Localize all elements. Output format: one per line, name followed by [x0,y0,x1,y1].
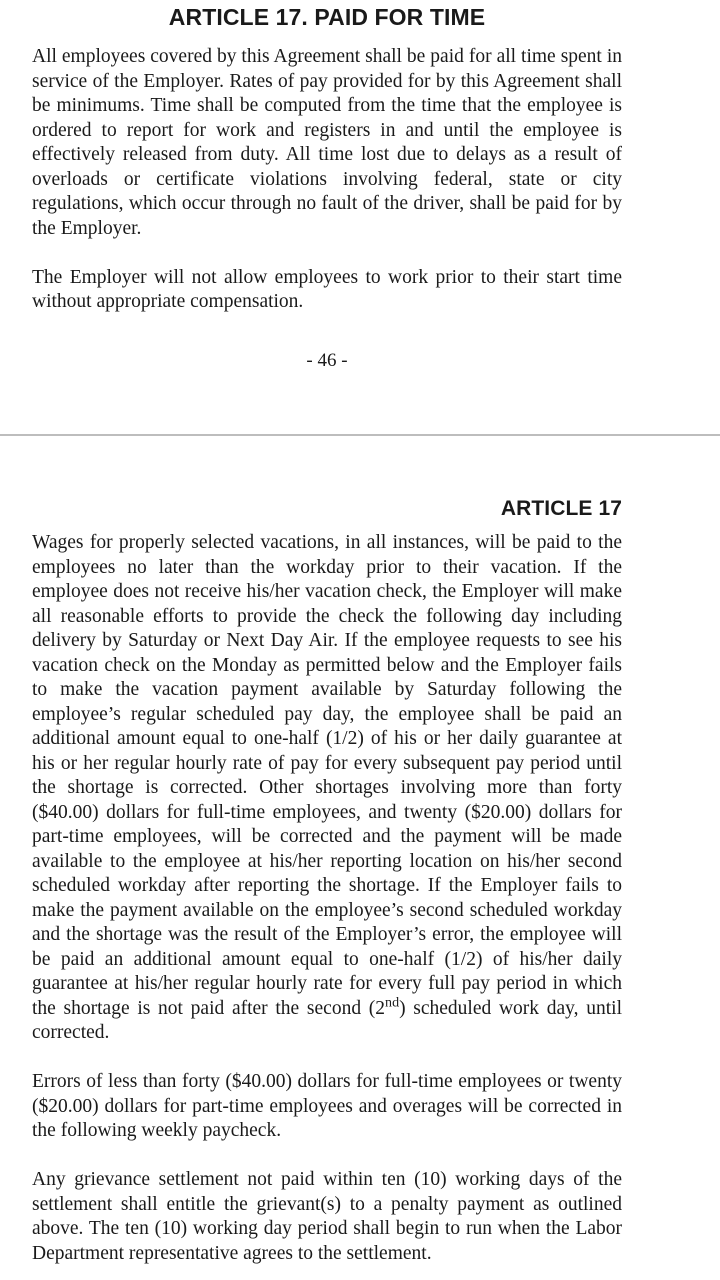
page-number: - 46 - [306,350,348,371]
paragraph-start-time-compensation: The Employer will not allow employees to work prior to their start time without appropriate compensation. [32,266,622,312]
paragraph-paid-for-all-time: All employees covered by this Agreement shall be paid for all time spent in service of the Employer. Rates of pay provided for by this Agreement shall be minimums. Time shall be computed from the time that the employee is ordered to report for work and registers in and until the employee is effectively released from duty. All time lost due to delays as a result of overloads or certificate violations involving federal, state or city regulations, which occur through no fault of the driver, shall be paid for by the Employer. [32,46,622,239]
paragraph-vacation-wages-end: ) scheduled work day, until corrected. [32,997,623,1043]
paragraph-vacation-wages-text: Wages for properly selected vacations, in all instances, will be paid to the employees no later than the workday prior to their vacation. If the employee does not receive his/her vacation check, the Employer will make all reasonable efforts to provide the check the following day including delivery by Saturday or Next Day Air. If the employee requests to see his vacation check on the Monday as permitted below and the Employer fails to make the vacation payment available by Saturday following the employee’s regular scheduled pay day, the employee shall be paid an additional amount equal to one-half (1/2) of his or her daily guarantee at his or her regular hourly rate of pay for every subsequent pay period until the shortage is corrected. Other shortages involving more than forty ($40.00) dollars for full-time employees, and twenty ($20.00) dollars for part-time employees, will be corrected and the payment will be made available to the employee at his/her reporting location on his/her second scheduled workday after reporting the shortage. If the Employer fails to make the payment available on the employee’s second scheduled workday and the shortage was the result of the Employer’s error, the employee will be paid an additional amount equal to one-half (1/2) of his/her daily guarantee at his/her regular hourly rate for every full pay period in which the shortage is not paid after the second (2 [32,532,622,1019]
running-header: ARTICLE 17 [500,497,622,520]
page-47 [0,436,720,1280]
paragraph-grievance-settlement: Any grievance settlement not paid within ten (10) working days of the settlement shall entitle the grievant(s) to a penalty payment as outlined above. The ten (10) working day period shall begin to run when the Labor Department representative agrees to the settlement. [32,1169,622,1264]
paragraph-vacation-wages [32,531,622,1046]
page-46 [0,0,720,434]
article-body-top [32,45,622,339]
paragraph-small-errors: Errors of less than forty ($40.00) dollars for full-time employees or twenty ($20.00) dollars for part-time employees and overages will be corrected in the following weekly paycheck. [32,1071,622,1141]
article-body-bottom [32,531,622,1280]
article-title: ARTICLE 17. PAID FOR TIME [168,4,486,30]
ordinal-suffix: nd [385,993,400,1010]
